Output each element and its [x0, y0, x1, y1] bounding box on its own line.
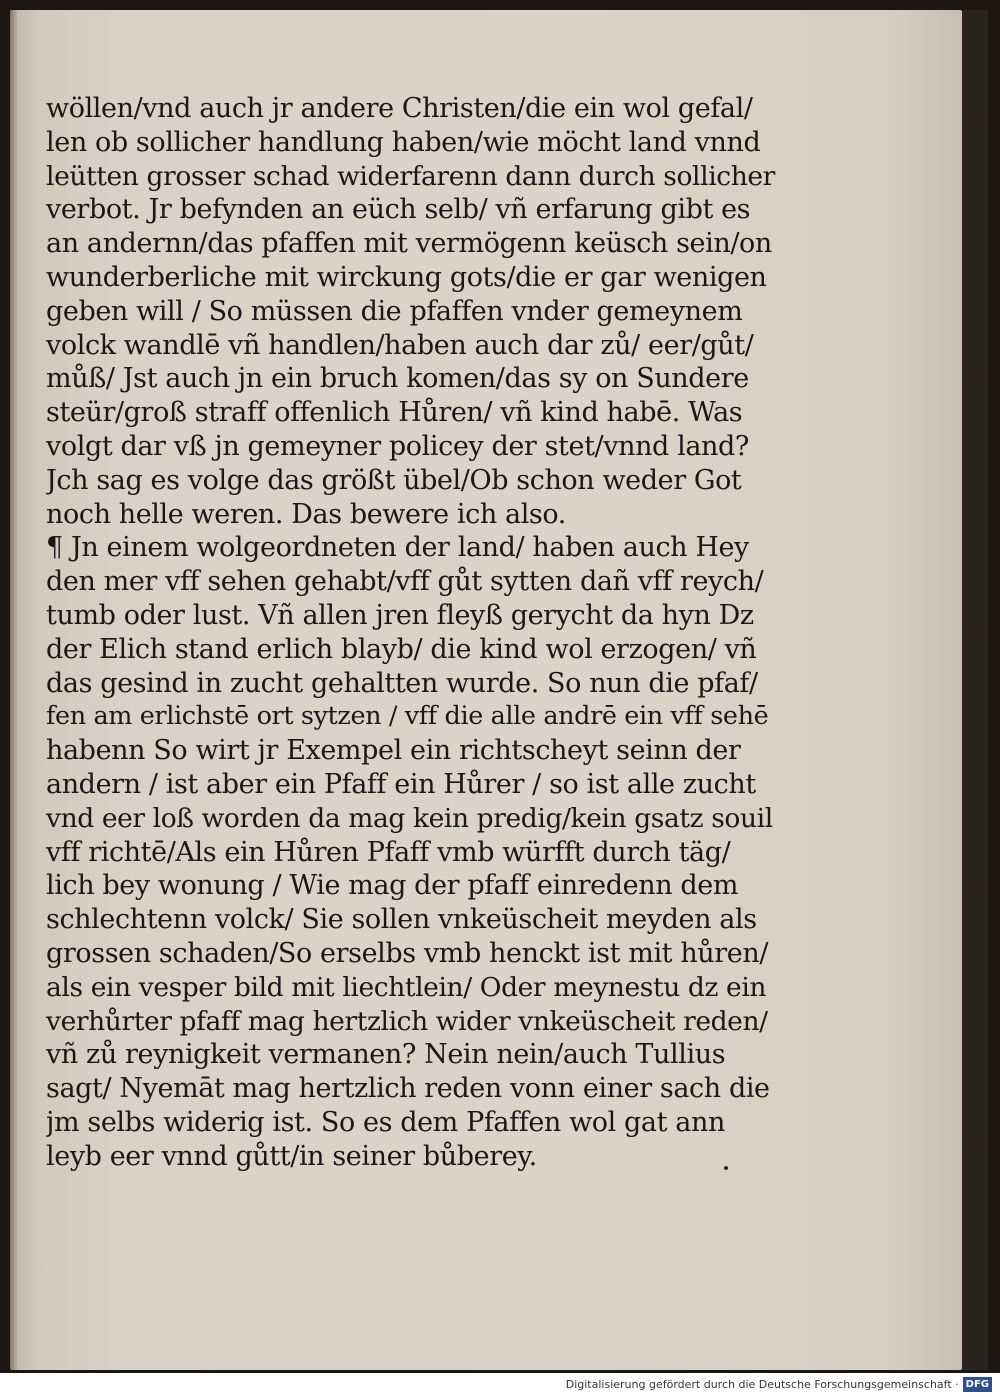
text-line: fen am erlichstē ort sytzen / vff die alle andrē ein vff sehē — [46, 701, 769, 732]
text-line: volck wandlē vñ handlen/haben auch dar zů/ eer/gůt/ — [46, 329, 754, 361]
text-line: wöllen/vnd auch jr andere Christen/die ein wol gefal/ — [46, 93, 753, 124]
digitization-footer — [566, 1375, 992, 1393]
text-line: wunderberliche mit wirckung gots/die er gar wenigen — [46, 261, 767, 293]
text-line: grossen schaden/So erselbs vmb henckt ist mit hůren/ — [46, 937, 769, 969]
text-line: vnd eer loß worden da mag kein predig/kein gsatz souil — [46, 802, 773, 834]
ink-spot — [724, 1166, 728, 1170]
page-text — [46, 92, 776, 1174]
text-line: der Elich stand erlich blayb/ die kind wol erzogen/ vñ — [46, 633, 757, 665]
dfg-logo: DFG — [963, 1377, 992, 1392]
text-line: len ob sollicher handlung haben/wie möcht land vnnd — [46, 126, 761, 158]
text-line: jm selbs widerig ist. So es dem Pfaffen wol gat ann — [46, 1106, 725, 1138]
text-line: volgt dar vß jn gemeyner policey der stet/vnnd land? — [46, 430, 750, 462]
funding-credit: Digitalisierung gefördert durch die Deutsche Forschungsgemeinschaft · — [565, 1377, 959, 1391]
text-line: an andernn/das pfaffen mit vermögenn keüsch sein/on — [46, 228, 772, 260]
text-line: als ein vesper bild mit liechtlein/ Oder meynestu dz ein — [46, 971, 767, 1003]
text-line: můß/ Jst auch jn ein bruch komen/das sy on Sundere — [46, 363, 749, 395]
text-line: den mer vff sehen gehabt/vff gůt sytten dañ vff reych/ — [46, 566, 764, 598]
text-line: verbot. Jr befynden an eüch selb/ vñ erfarung gibt es — [46, 194, 751, 226]
text-line: lich bey wonung / Wie mag der pfaff einredenn dem — [46, 870, 739, 902]
text-line: tumb oder lust. Vñ allen jren fleyß gerycht da hyn Dz — [46, 599, 754, 631]
text-line: vñ zů reynigkeit vermanen? Nein nein/auch Tullius — [46, 1039, 726, 1071]
text-line: leyb eer vnnd gůtt/in seiner bůberey. — [46, 1140, 537, 1172]
text-line: vff richtē/Als ein Hůren Pfaff vmb würfft durch täg/ — [46, 836, 731, 868]
text-line: andern / ist aber ein Pfaff ein Hůrer / so ist alle zucht — [46, 768, 756, 800]
page-gutter-shadow — [10, 10, 18, 1370]
text-line: steür/groß straff offenlich Hůren/ vñ kind habē. Was — [46, 397, 743, 429]
text-line: habenn So wirt jr Exempel ein richtscheyt seinn der — [46, 735, 741, 767]
text-line: sagt/ Nyemāt mag hertzlich reden vonn einer sach die — [46, 1073, 770, 1105]
text-line: schlechtenn volck/ Sie sollen vnkeüscheit meyden als — [46, 904, 757, 936]
text-line: verhůrter pfaff mag hertzlich wider vnkeüscheit reden/ — [46, 1005, 768, 1037]
binding-edge — [962, 10, 988, 1370]
text-line: das gesind in zucht gehaltten wurde. So nun die pfaf/ — [46, 667, 758, 699]
text-line: Jch sag es volge das größt übel/Ob schon weder Got — [46, 464, 742, 496]
text-line: ¶ Jn einem wolgeordneten der land/ haben auch Hey — [46, 532, 749, 564]
text-line: geben will / So müssen die pfaffen vnder gemeynem — [46, 295, 743, 327]
text-line: leütten grosser schad widerfarenn dann durch sollicher — [46, 160, 775, 192]
text-line: noch helle weren. Das bewere ich also. — [46, 498, 566, 530]
